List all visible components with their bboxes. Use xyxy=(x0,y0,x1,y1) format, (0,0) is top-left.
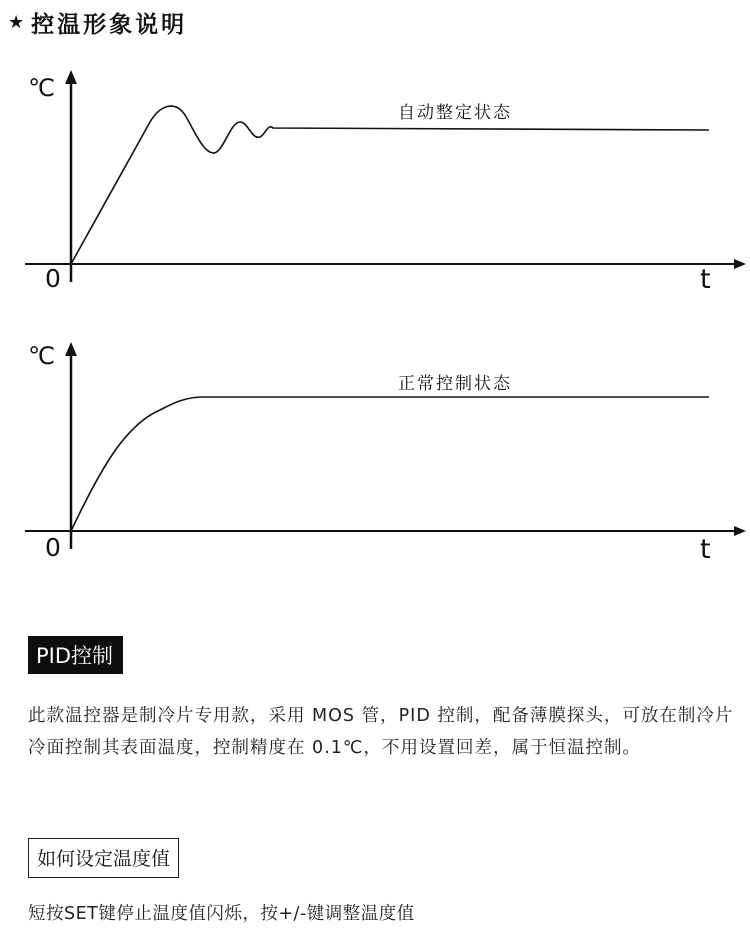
normal-control-chart xyxy=(0,330,750,630)
auto-tuning-chart xyxy=(0,60,750,360)
x-axis-arrow xyxy=(734,259,746,269)
x-axis-arrow xyxy=(734,526,746,536)
x-axis-label: t xyxy=(700,264,711,295)
normal-control-curve xyxy=(71,397,709,531)
y-axis-arrow xyxy=(65,342,77,356)
curve-label: 自动整定状态 xyxy=(398,103,512,123)
curve-label: 正常控制状态 xyxy=(398,374,512,394)
y-axis-arrow xyxy=(65,70,77,84)
pid-section-title: PID控制 xyxy=(28,636,123,674)
set-section-title: 如何设定温度值 xyxy=(28,838,179,878)
auto-tuning-curve xyxy=(71,106,709,264)
origin-label: 0 xyxy=(45,264,61,293)
set-section-description: 短按SET键停止温度值闪烁，按+/-键调整温度值 xyxy=(28,904,415,924)
origin-label: 0 xyxy=(45,533,61,562)
auto-tuning-chart-svg xyxy=(0,60,750,360)
section-heading xyxy=(8,6,187,39)
normal-control-chart-svg xyxy=(0,330,750,630)
star-icon: ★ xyxy=(8,12,28,33)
heading-title: 控温形象说明 xyxy=(31,12,188,38)
y-axis-unit-label: ℃ xyxy=(28,342,55,370)
x-axis-label: t xyxy=(700,534,711,565)
y-axis-unit-label: ℃ xyxy=(28,74,55,102)
pid-section-description: 此款温控器是制冷片专用款，采用 MOS 管，PID 控制，配备薄膜探头，可放在制冷片冷面控制其表面温度，控制精度在 0.1℃，不用设置回差，属于恒温控制。 xyxy=(28,706,734,758)
